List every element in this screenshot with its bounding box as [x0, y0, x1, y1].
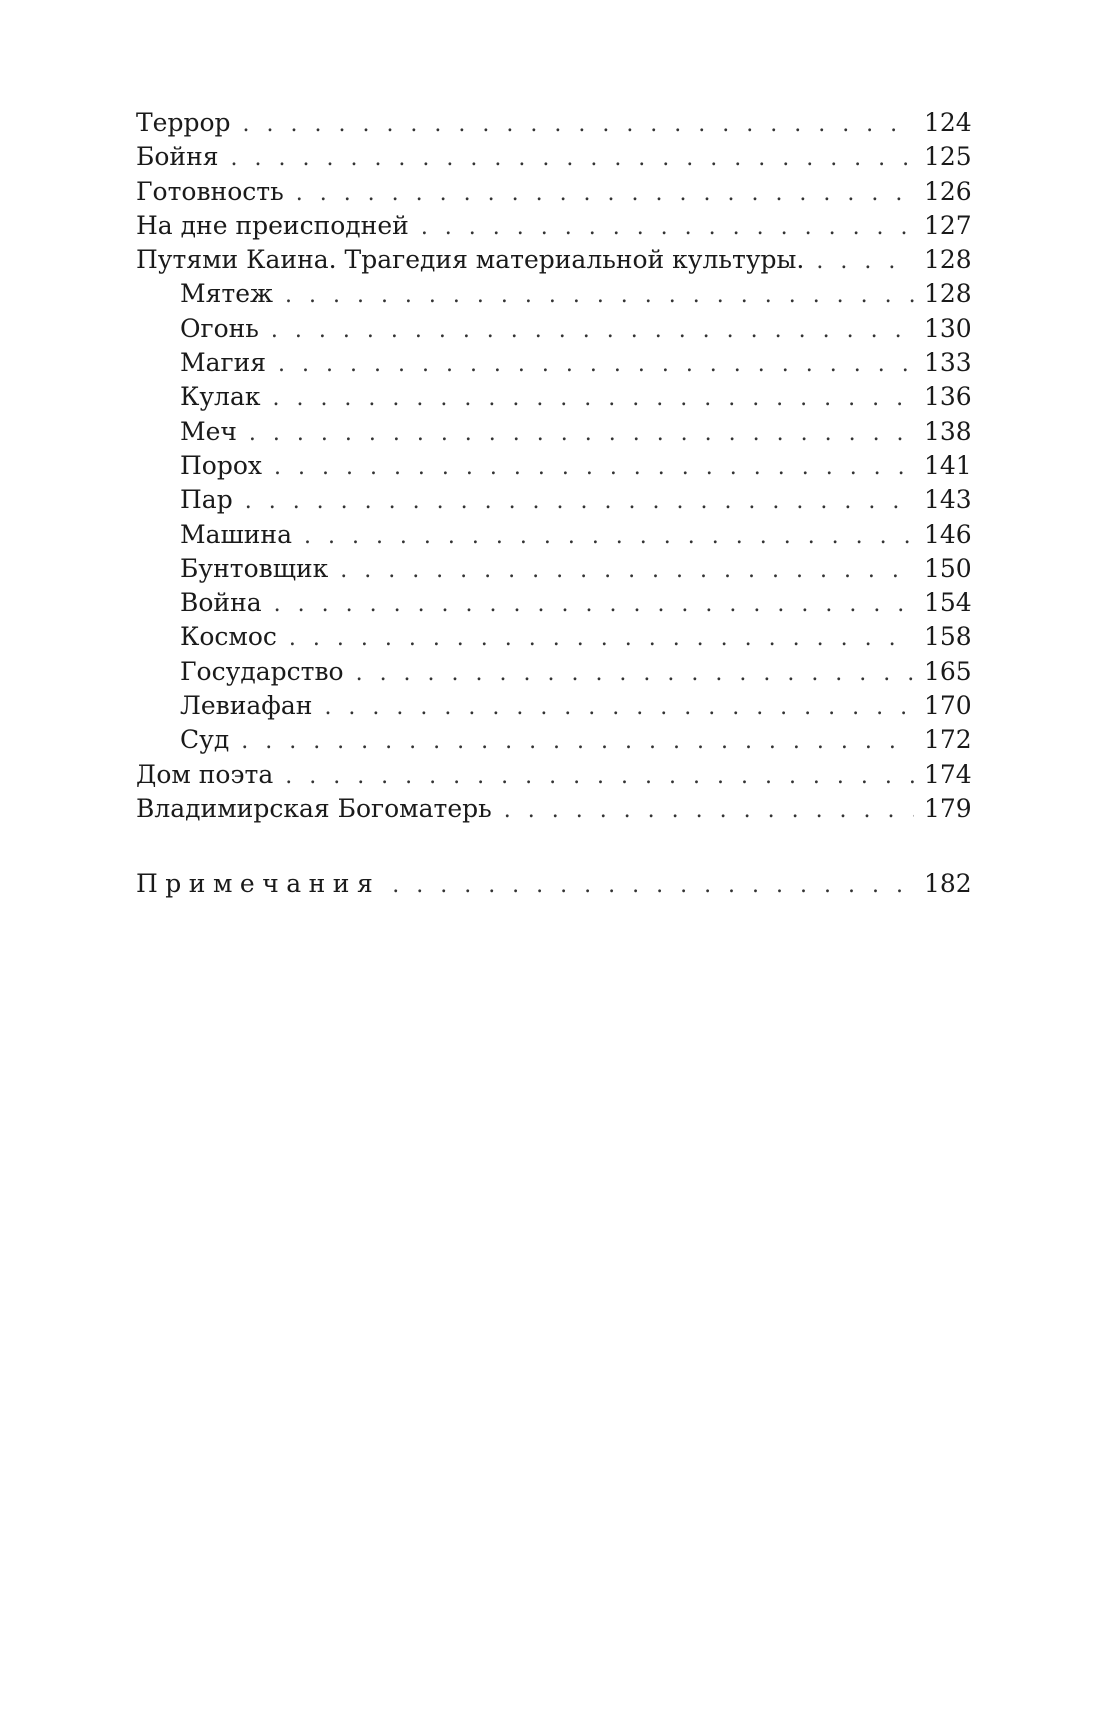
- toc-entry-page: 170: [924, 691, 972, 721]
- toc-entry-na-dne: [136, 209, 970, 243]
- toc-subentry-kosmos: [136, 620, 970, 654]
- toc-entry-page: 154: [924, 588, 972, 618]
- toc-entry-page: 174: [924, 759, 972, 789]
- dot-leader: [392, 869, 914, 903]
- dot-leader: [285, 279, 914, 313]
- toc-entry-page: 165: [924, 656, 972, 686]
- toc-entry-title: Суд: [180, 725, 230, 755]
- dot-leader: [421, 211, 914, 245]
- dot-leader: [241, 725, 914, 759]
- toc-subentry-porokh: [136, 449, 970, 483]
- toc-entry-gotovnost: [136, 175, 970, 209]
- toc-entry-title: Готовность: [136, 176, 284, 206]
- toc-subentry-mashina: [136, 518, 970, 552]
- toc-entry-title: Война: [180, 588, 262, 618]
- toc-entry-vladimirskaya: [136, 792, 970, 826]
- dot-leader: [504, 794, 914, 828]
- toc-entry-page: 172: [924, 725, 972, 755]
- dot-leader: [243, 108, 914, 142]
- toc-subentry-sud: [136, 723, 970, 757]
- toc-entry-title: Террор: [136, 108, 231, 137]
- toc-entry-page: 141: [924, 450, 972, 480]
- toc-entry-page: 124: [924, 108, 972, 137]
- toc-entry-title: Порох: [180, 450, 263, 480]
- toc-subentry-voina: [136, 586, 970, 620]
- toc-entry-title: Бунтовщик: [180, 553, 329, 583]
- toc-entry-title: Машина: [180, 519, 292, 549]
- toc-entry-title: Пар: [180, 485, 233, 515]
- dot-leader: [249, 417, 914, 451]
- toc-entry-page: 182: [924, 869, 972, 899]
- toc-entry-title: Огонь: [180, 313, 259, 343]
- toc-subentry-mech: [136, 415, 970, 449]
- toc-entry-page: 158: [924, 622, 972, 652]
- toc-entry-page: 128: [924, 279, 972, 309]
- dot-leader: [816, 245, 914, 279]
- toc-entry-page: 125: [924, 142, 972, 172]
- dot-leader: [340, 554, 914, 588]
- toc-entry-title: Меч: [180, 416, 237, 446]
- dot-leader: [271, 314, 914, 348]
- toc-subentry-leviafan: [136, 689, 970, 723]
- toc-subentry-par: [136, 483, 970, 517]
- toc-entry-page: 150: [924, 553, 972, 583]
- dot-leader: [272, 382, 914, 416]
- toc-entry-page: 138: [924, 416, 972, 446]
- toc-entry-page: 126: [924, 176, 972, 206]
- toc-subentry-ogon: [136, 312, 970, 346]
- toc-entry-dom-poeta: [136, 758, 970, 792]
- toc-entry-page: 136: [924, 382, 972, 412]
- toc-entry-page: 143: [924, 485, 972, 515]
- toc-entry-page: 127: [924, 210, 972, 240]
- toc-entry-title: Государство: [180, 656, 344, 686]
- dot-leader: [289, 622, 914, 656]
- toc-entry-title: Космос: [180, 622, 277, 652]
- toc-entry-putyami-kaina: [136, 243, 970, 277]
- toc-entry-page: 146: [924, 519, 972, 549]
- toc-entry-title: Мятеж: [180, 279, 273, 309]
- dot-leader: [304, 520, 914, 554]
- toc-entry-terror: [136, 106, 970, 140]
- toc-entry-title: Путями Каина. Трагедия материальной культуры.: [136, 245, 805, 275]
- dot-leader: [274, 588, 914, 622]
- toc-subentry-magiya: [136, 346, 970, 380]
- toc-subentry-myatezh: [136, 277, 970, 311]
- toc-entry-title: На дне преисподней: [136, 210, 409, 240]
- toc-entry-title: Примечания: [136, 869, 381, 899]
- toc-subentry-buntovshchik: [136, 552, 970, 586]
- dot-leader: [231, 142, 914, 176]
- toc-entry-title: Кулак: [180, 382, 261, 412]
- dot-leader: [285, 760, 914, 794]
- toc-entry-boinya: [136, 140, 970, 174]
- table-of-contents: [136, 106, 970, 902]
- toc-entry-title: Дом поэта: [136, 759, 274, 789]
- toc-entry-title: Владимирская Богоматерь: [136, 793, 492, 823]
- toc-subentry-gosudarstvo: [136, 655, 970, 689]
- dot-leader: [324, 691, 914, 725]
- dot-leader: [274, 451, 914, 485]
- toc-entry-page: 133: [924, 348, 972, 378]
- toc-entry-title: Бойня: [136, 142, 219, 172]
- toc-subentry-kulak: [136, 380, 970, 414]
- toc-entry-title: Левиафан: [180, 691, 313, 721]
- toc-entry-primechaniya: [136, 867, 970, 901]
- toc-entry-page: 128: [924, 245, 972, 275]
- dot-leader: [296, 177, 914, 211]
- toc-entry-page: 179: [924, 793, 972, 823]
- dot-leader: [245, 485, 914, 519]
- dot-leader: [278, 348, 914, 382]
- dot-leader: [356, 657, 914, 691]
- toc-entry-page: 130: [924, 313, 972, 343]
- toc-entry-title: Магия: [180, 348, 267, 378]
